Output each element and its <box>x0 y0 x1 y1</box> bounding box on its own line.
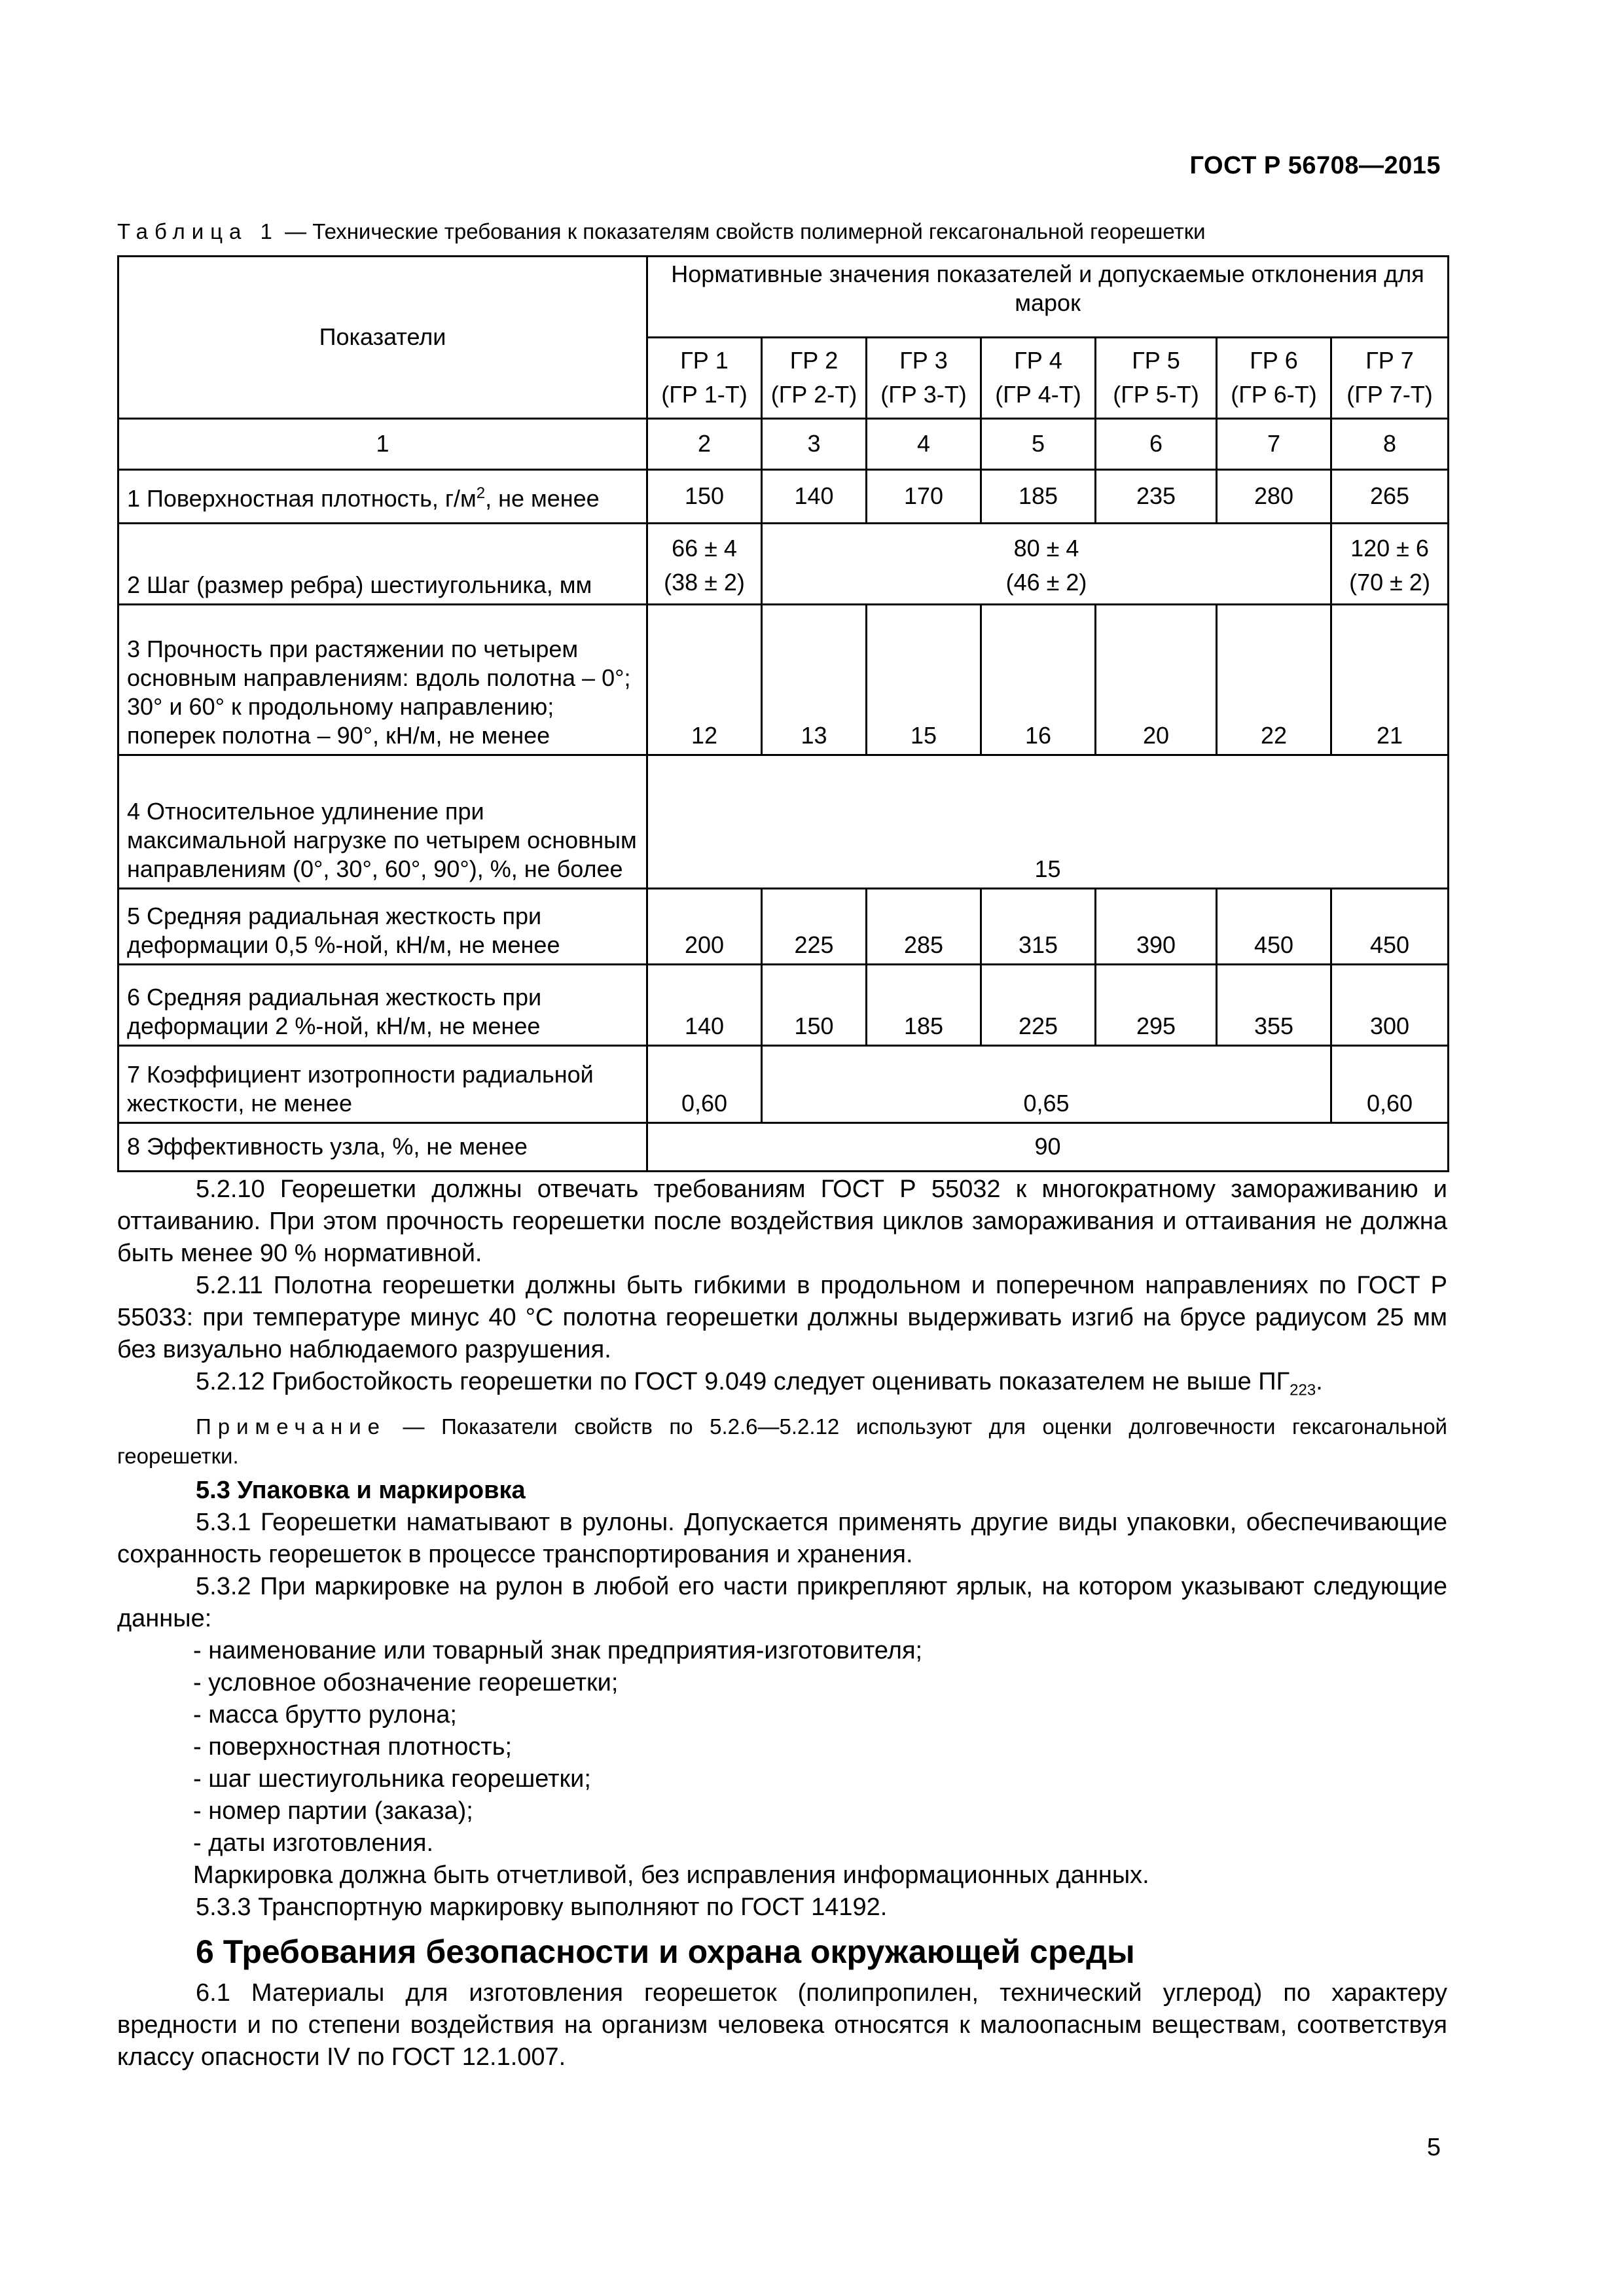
col-number: 4 <box>867 419 981 470</box>
value-cell: 15 <box>647 755 1449 889</box>
value-cell: 300 <box>1331 965 1449 1046</box>
table-row <box>118 889 1449 965</box>
row-label: 2 Шаг (размер ребра) шестиугольника, мм <box>118 524 647 605</box>
value-cell: 315 <box>981 889 1096 965</box>
value-cell: 80 ± 4 (46 ± 2) <box>762 524 1331 605</box>
column-number-row <box>118 419 1449 470</box>
note-label: Примечание <box>196 1414 387 1439</box>
row-label: 6 Средняя радиальная жесткость при деформации 2 %-ной, кН/м, не менее <box>118 965 647 1046</box>
table-caption-label: Таблица 1 <box>117 219 279 243</box>
grade-cell: ГР 1 (ГР 1-Т) <box>647 338 762 419</box>
value-cell: 15 <box>867 605 981 755</box>
value-cell: 66 ± 4 (38 ± 2) <box>647 524 762 605</box>
table-row <box>118 524 1449 605</box>
table-row <box>118 470 1449 524</box>
list-item: - поверхностная плотность; <box>193 1732 513 1761</box>
paragraph-5-2-11: 5.2.11 Полотна георешетки должны быть гибкими в продольном и поперечном направлениях по ГОСТ Р 55033: при температуре минус 40 °С полотна георешетки должны выдерживать изгиб на брусе радиусом 25 мм без визуально наблюдаемого разрушения. <box>117 1272 1447 1363</box>
grade-cell: ГР 3 (ГР 3-Т) <box>867 338 981 419</box>
paragraph-5-3-2: 5.3.2 При маркировке на рулон в любой его части прикрепляют ярлык, на котором указывают следующие данные: <box>117 1572 1447 1632</box>
value-cell: 355 <box>1217 965 1331 1046</box>
row-label: 5 Средняя радиальная жесткость при деформации 0,5 %-ной, кН/м, не менее <box>118 889 647 965</box>
value-cell: 450 <box>1331 889 1449 965</box>
value-cell: 12 <box>647 605 762 755</box>
list-item: - масса брутто рулона; <box>193 1700 457 1729</box>
body-text <box>117 1174 1447 2073</box>
marking-list <box>117 1635 1447 1859</box>
value-cell: 21 <box>1331 605 1449 755</box>
row-label: 1 Поверхностная плотность, $г/м^2$, не менее <box>118 470 647 524</box>
value-cell: 235 <box>1096 470 1217 524</box>
row-label: 8 Эффективность узла, %, не менее <box>118 1123 647 1172</box>
col-number: 8 <box>1331 419 1449 470</box>
value-cell: 185 <box>867 965 981 1046</box>
document-id: ГОСТ Р 56708—2015 <box>1189 152 1441 179</box>
note-text: — Показатели свойств по 5.2.6—5.2.12 используют для оценки долговечности гексагональной георешетки. <box>117 1414 1447 1468</box>
value-cell: 150 <box>762 965 867 1046</box>
section-6-title: 6 Требования безопасности и охрана окружающей среды <box>196 1933 1135 1970</box>
grade-cell: ГР 4 (ГР 4-Т) <box>981 338 1096 419</box>
paragraph-5-3-1: 5.3.1 Георешетки наматывают в рулоны. Допускается применять другие виды упаковки, обеспечивающие сохранность георешеток в процессе транспортирования и хранения. <box>117 1508 1447 1568</box>
col-number: 1 <box>118 419 647 470</box>
col-number: 3 <box>762 419 867 470</box>
table-row <box>118 1046 1449 1123</box>
value-cell: 200 <box>647 889 762 965</box>
table-caption-text: — Технические требования к показателям свойств полимерной гексагональной георешетки <box>278 219 1206 243</box>
row-label: 4 Относительное удлинение при максимальной нагрузке по четырем основным направлениям (0°, 30°, 60°, 90°), %, не более <box>118 755 647 889</box>
value-cell: 225 <box>981 965 1096 1046</box>
spec-table <box>117 255 1449 1172</box>
table-caption <box>117 219 1505 244</box>
paragraph-5-2-12: 5.2.12 Грибостойкость георешетки по ГОСТ 9.049 следует оценивать показателем не выше $ПГ_{223}$. <box>196 1368 1323 1399</box>
table-row <box>118 1123 1449 1172</box>
value-cell: 120 ± 6 (70 ± 2) <box>1331 524 1449 605</box>
col-number: 5 <box>981 419 1096 470</box>
value-cell: 90 <box>647 1123 1449 1172</box>
grade-cell: ГР 5 (ГР 5-Т) <box>1096 338 1217 419</box>
row-label: 3 Прочность при растяжении по четырем основным направлениям: вдоль полотна – 0°; 30° и 60° к продольному направлению; поперек полотна – 90°, кН/м, не менее <box>118 605 647 755</box>
section-5-3-title: 5.3 Упаковка и маркировка <box>196 1476 526 1504</box>
norm-header: Нормативные значения показателей и допускаемые отклонения для марок <box>647 257 1449 338</box>
param-header: Показатели <box>118 257 647 419</box>
value-cell: 390 <box>1096 889 1217 965</box>
row-label: 7 Коэффициент изотропности радиальной жесткости, не менее <box>118 1046 647 1123</box>
table-header-row <box>118 257 1449 338</box>
value-cell: 0,60 <box>1331 1046 1449 1123</box>
value-cell: 280 <box>1217 470 1331 524</box>
value-cell: 295 <box>1096 965 1217 1046</box>
page-number: 5 <box>1426 2134 1441 2161</box>
table-row <box>118 605 1449 755</box>
value-cell: 170 <box>867 470 981 524</box>
col-number: 7 <box>1217 419 1331 470</box>
list-item: - шаг шестиугольника георешетки; <box>193 1765 591 1793</box>
value-cell: 225 <box>762 889 867 965</box>
paragraph-5-3-3: 5.3.3 Транспортную маркировку выполняют по ГОСТ 14192. <box>196 1893 888 1921</box>
value-cell: 450 <box>1217 889 1331 965</box>
table-row <box>118 755 1449 889</box>
col-number: 6 <box>1096 419 1217 470</box>
list-item: - номер партии (заказа); <box>193 1797 473 1825</box>
paragraph-5-2-10: 5.2.10 Георешетки должны отвечать требованиям ГОСТ Р 55032 к многократному замораживанию и оттаиванию. При этом прочность георешетки после воздействия циклов замораживания и оттаивания не должна быть менее 90 % нормативной. <box>117 1175 1447 1267</box>
list-item: - условное обозначение георешетки; <box>193 1668 619 1696</box>
value-cell: 265 <box>1331 470 1449 524</box>
paragraph-6-1: 6.1 Материалы для изготовления георешеток (полипропилен, технический углерод) по характеру вредности и по степени воздействия на организм человека относятся к малоопасным веществам, соответствуя классу опасности IV по ГОСТ 12.1.007. <box>117 1979 1447 2071</box>
col-number: 2 <box>647 419 762 470</box>
value-cell: 0,60 <box>647 1046 762 1123</box>
note <box>117 1412 1447 1471</box>
value-cell: 22 <box>1217 605 1331 755</box>
value-cell: 185 <box>981 470 1096 524</box>
value-cell: 285 <box>867 889 981 965</box>
value-cell: 140 <box>647 965 762 1046</box>
list-item: - даты изготовления. <box>193 1829 434 1857</box>
value-cell: 20 <box>1096 605 1217 755</box>
paragraph-marking: Маркировка должна быть отчетливой, без исправления информационных данных. <box>193 1861 1149 1889</box>
value-cell: 13 <box>762 605 867 755</box>
grade-cell: ГР 7 (ГР 7-Т) <box>1331 338 1449 419</box>
value-cell: 140 <box>762 470 867 524</box>
list-item: - наименование или товарный знак предприятия-изготовителя; <box>193 1636 923 1664</box>
value-cell: 150 <box>647 470 762 524</box>
grade-cell: ГР 2 (ГР 2-Т) <box>762 338 867 419</box>
table-row <box>118 965 1449 1046</box>
value-cell: 0,65 <box>762 1046 1331 1123</box>
value-cell: 16 <box>981 605 1096 755</box>
grade-cell: ГР 6 (ГР 6-Т) <box>1217 338 1331 419</box>
